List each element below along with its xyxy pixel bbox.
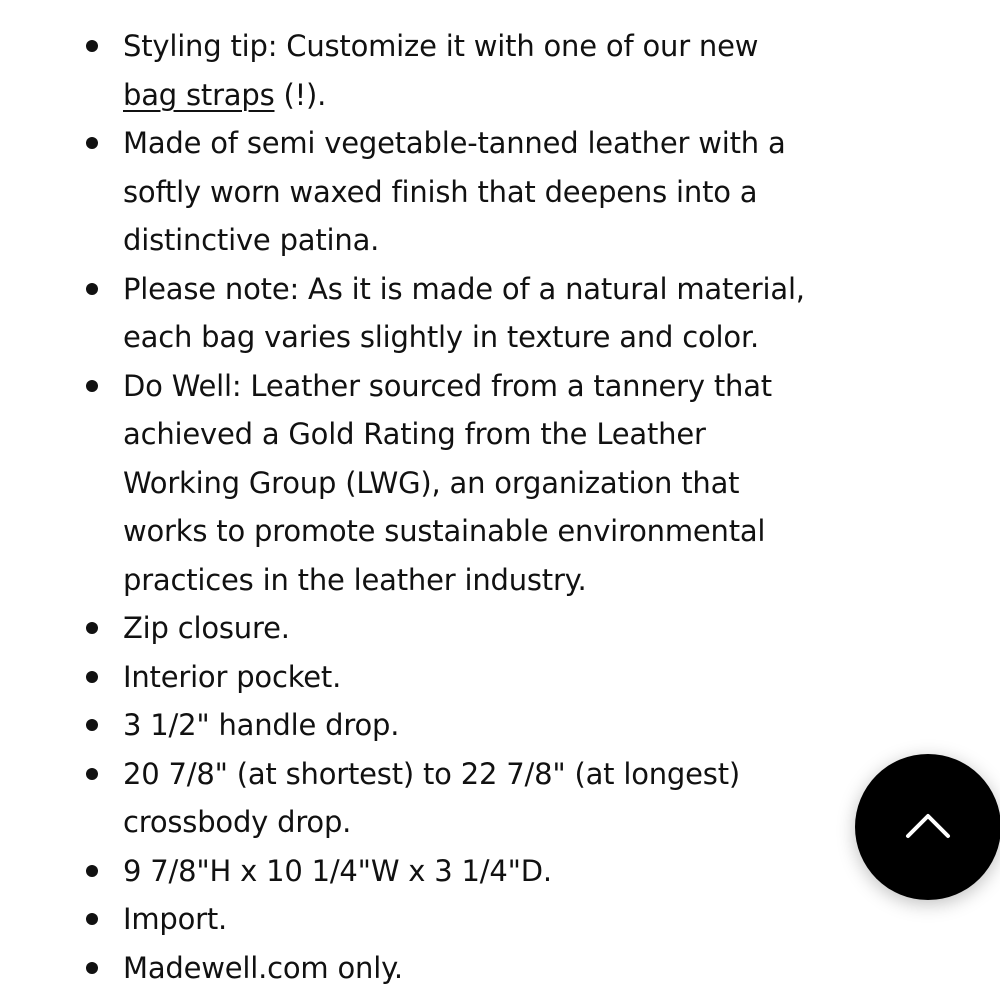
detail-line: Please note: As it is made of a natural material,	[123, 271, 805, 306]
detail-line	[123, 71, 870, 120]
bullet-icon	[86, 380, 98, 392]
list-item	[0, 895, 1000, 944]
detail-line: each bag varies slightly in texture and color.	[123, 320, 760, 354]
detail-line: Do Well: Leather sourced from a tannery that	[123, 368, 772, 403]
detail-line: Made of semi vegetable-tanned leather with a	[123, 126, 786, 160]
list-item	[0, 119, 1000, 265]
detail-line: 9 7/8"H x 10 1/4"W x 3 1/4"D.	[123, 853, 552, 888]
bullet-icon	[86, 283, 98, 295]
detail-line: Zip closure.	[123, 611, 290, 645]
list-item	[0, 847, 1000, 896]
detail-line: Styling tip: Customize it with one of our new	[123, 29, 759, 63]
detail-line: 3 1/2" handle drop.	[123, 708, 400, 742]
bullet-icon	[86, 865, 98, 877]
list-item	[0, 653, 1000, 702]
detail-line: achieved a Gold Rating from the Leather	[123, 417, 706, 451]
bag-straps-link[interactable]: bag straps	[123, 77, 275, 112]
detail-line: distinctive patina.	[123, 223, 380, 257]
detail-line: crossbody drop.	[123, 805, 352, 839]
product-details-list	[0, 22, 1000, 992]
detail-line: Import.	[123, 902, 228, 936]
bullet-icon	[86, 40, 98, 52]
detail-line: Madewell.com only.	[123, 950, 403, 985]
detail-line: practices in the leather industry.	[123, 562, 587, 597]
bullet-icon	[86, 768, 98, 780]
bullet-icon	[86, 719, 98, 731]
bullet-icon	[86, 913, 98, 925]
detail-line: 20 7/8" (at shortest) to 22 7/8" (at longest)	[123, 756, 740, 791]
scroll-to-top-button[interactable]	[855, 754, 1000, 900]
bullet-icon	[86, 962, 98, 974]
detail-line: Interior pocket.	[123, 659, 342, 694]
list-item	[0, 265, 1000, 362]
list-item	[0, 701, 1000, 750]
list-item	[0, 22, 1000, 119]
bullet-icon	[86, 137, 98, 149]
detail-line: works to promote sustainable environmental	[123, 514, 766, 548]
list-item	[0, 604, 1000, 653]
detail-line: Working Group (LWG), an organization that	[123, 465, 740, 500]
list-item	[0, 750, 1000, 847]
list-item	[0, 362, 1000, 605]
detail-line-suffix: (!).	[274, 77, 327, 112]
detail-line: softly worn waxed finish that deepens into a	[123, 174, 758, 209]
bullet-icon	[86, 671, 98, 683]
chevron-up-icon	[905, 806, 951, 846]
list-item	[0, 944, 1000, 993]
bullet-icon	[86, 622, 98, 634]
